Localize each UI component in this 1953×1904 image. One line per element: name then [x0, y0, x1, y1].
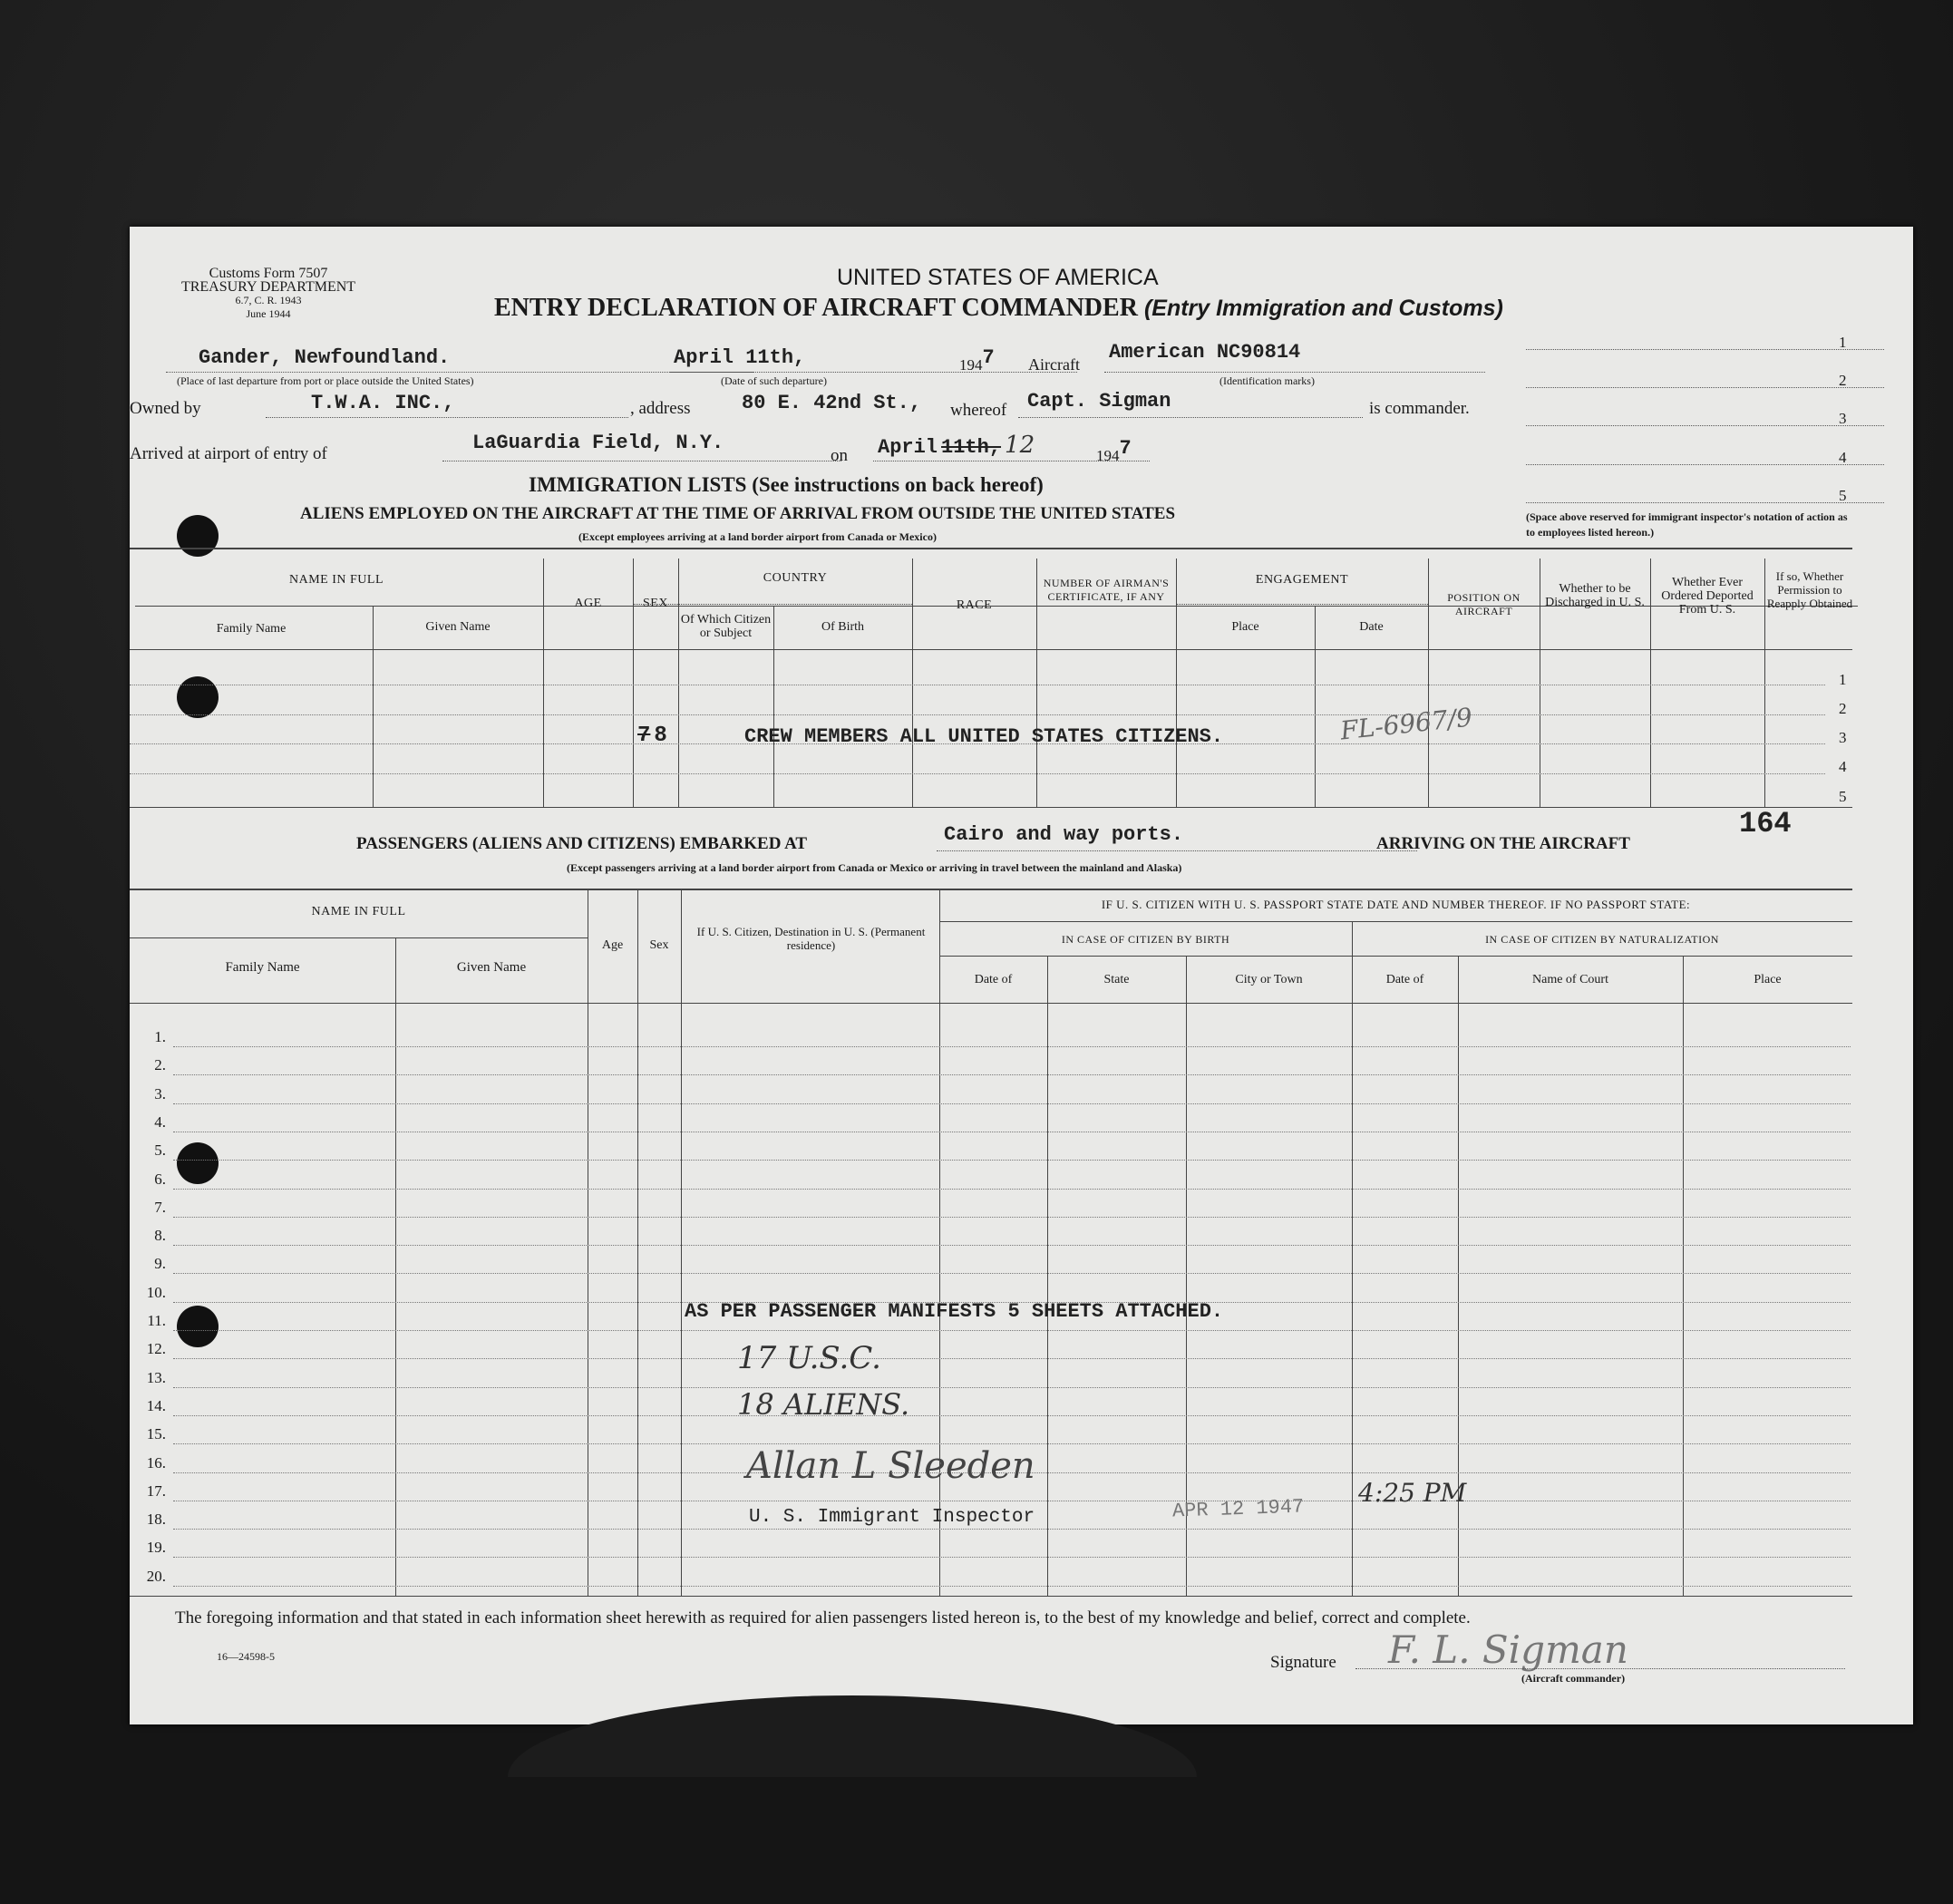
owned-by-label: Owned by [130, 399, 201, 418]
crew-col-place: Place [1231, 620, 1259, 634]
crew-col-given-name: Given Name [425, 620, 491, 634]
departure-place-caption: (Place of last departure from port or place outside the United States) [177, 374, 474, 387]
signature-label: Signature [1270, 1653, 1336, 1672]
punch-hole [177, 515, 219, 557]
crew-col-family-name: Family Name [216, 622, 287, 636]
aircraft-label: Aircraft [1028, 355, 1080, 374]
passenger-row-number: 17. [146, 1482, 166, 1500]
aircraft-id: American NC90814 [1109, 341, 1301, 364]
passenger-row-line [173, 1443, 1851, 1444]
punch-hole [177, 1142, 219, 1184]
hand-usc-count: 17 U.S.C. [737, 1340, 881, 1376]
form-id-block [155, 267, 382, 321]
crew-note-typed: CREW MEMBERS ALL UNITED STATES CITIZENS. [744, 725, 1224, 748]
pax-col-place: Place [1754, 973, 1782, 986]
passenger-row-number: 4. [154, 1113, 166, 1131]
passenger-row-number: 19. [146, 1539, 166, 1556]
passenger-row-line [173, 1245, 1851, 1246]
pax-col-passport-heading: IF U. S. CITIZEN WITH U. S. PASSPORT STATE DATE AND NUMBER THEREOF. IF NO PASSPORT STATE: [1101, 898, 1691, 911]
punch-hole [177, 676, 219, 718]
inspector-signature: Allan L Sleeden [746, 1445, 1035, 1487]
pax-col-court: Name of Court [1532, 973, 1608, 986]
departure-date-caption: (Date of such departure) [721, 374, 827, 387]
declaration-text: The foregoing information and that stated in each information sheet herewith as required for alien passengers listed hereon is, to the best of my knowledge and belief, correct and complete. [175, 1608, 1471, 1627]
crew-col-citizen-of: Of Which Citizen or Subject [680, 613, 772, 640]
crew-row-number: 4 [1839, 758, 1847, 775]
inspector-title: U. S. Immigrant Inspector [749, 1507, 1035, 1528]
commander-name: Capt. Sigman [1027, 390, 1171, 413]
pax-col-by-naturalization: IN CASE OF CITIZEN BY NATURALIZATION [1485, 933, 1719, 946]
crew-row-number: 1 [1839, 671, 1847, 688]
passenger-row-line [173, 1557, 1851, 1558]
pax-col-sex: Sex [649, 938, 669, 952]
passenger-row-line [173, 1586, 1851, 1587]
form-sheet [130, 227, 1913, 1724]
passenger-row-line [173, 1103, 1851, 1104]
passenger-row-number: 8. [154, 1227, 166, 1244]
passenger-row-number: 16. [146, 1454, 166, 1472]
passenger-row-number: 7. [154, 1199, 166, 1216]
crew-row-number: 5 [1839, 788, 1847, 805]
passenger-row-number: 3. [154, 1085, 166, 1103]
crew-col-reapply: If so, Whether Permission to Reapply Obtained [1766, 569, 1853, 610]
pax-col-state: State [1103, 973, 1130, 986]
crew-row-number: 3 [1839, 729, 1847, 746]
pax-col-name-in-full: NAME IN FULL [311, 905, 406, 918]
punch-hole [177, 1306, 219, 1347]
passenger-row-line [173, 1415, 1851, 1416]
crew-col-discharged: Whether to be Discharged in U. S. [1545, 582, 1645, 609]
form-title-line [494, 294, 1503, 323]
edition: June 1944 [246, 307, 291, 320]
reserved-line-number: 1 [1839, 334, 1847, 351]
crew-col-sex: SEX [643, 597, 668, 610]
crew-col-name-in-full: NAME IN FULL [289, 573, 384, 587]
reserved-line-number: 5 [1839, 487, 1847, 504]
passenger-row-number: 11. [147, 1312, 166, 1329]
passenger-row-line [173, 1387, 1851, 1388]
crew-count: 7 8 [637, 724, 667, 748]
pax-col-family-name: Family Name [225, 960, 300, 975]
departure-date: April 11th, [674, 346, 806, 369]
crew-col-age: AGE [574, 597, 602, 610]
reserved-line-number: 3 [1839, 410, 1847, 427]
commander-signature: F. L. Sigman [1388, 1627, 1628, 1672]
reserved-line-number: 4 [1839, 449, 1847, 466]
pax-col-city: City or Town [1235, 973, 1303, 986]
crew-col-country: COUNTRY [763, 571, 828, 585]
passenger-row-number: 18. [146, 1511, 166, 1528]
passenger-row-number: 10. [146, 1284, 166, 1301]
passenger-row-number: 13. [146, 1369, 166, 1386]
departure-place: Gander, Newfoundland. [199, 346, 451, 369]
pax-col-date-of-birth: Date of [974, 973, 1013, 986]
pax-col-date-of-nat: Date of [1385, 973, 1424, 986]
manifest-note: AS PER PASSENGER MANIFESTS 5 SHEETS ATTACHED. [685, 1300, 1224, 1323]
departure-year: 1947 [959, 346, 995, 374]
reserved-line-number: 2 [1839, 372, 1847, 389]
passenger-row-number: 2. [154, 1056, 166, 1073]
passenger-row-line [173, 1529, 1851, 1530]
arrival-year: 1947 [1096, 437, 1132, 464]
country-heading: UNITED STATES OF AMERICA [837, 265, 1159, 290]
passenger-row-line [173, 1358, 1851, 1359]
is-commander-label: is commander. [1369, 399, 1470, 418]
aircraft-caption: (Identification marks) [1219, 374, 1315, 387]
crew-col-race: RACE [956, 598, 993, 612]
passenger-row-number: 14. [146, 1397, 166, 1414]
crew-col-of-birth: Of Birth [821, 620, 865, 634]
department: TREASURY DEPARTMENT [180, 279, 356, 295]
inspection-stamp-date: APR 12 1947 [1171, 1495, 1305, 1523]
passenger-row-number: 5. [154, 1141, 166, 1159]
hand-alien-count: 18 ALIENS. [737, 1387, 910, 1422]
crew-col-position: POSITION ON AIRCRAFT [1447, 591, 1521, 617]
pax-col-destination: If U. S. Citizen, Destination in U. S. (Permanent residence) [696, 925, 926, 952]
passenger-row-line [173, 1217, 1851, 1218]
passenger-heading-prefix: PASSENGERS (ALIENS AND CITIZENS) EMBARKED AT [356, 834, 808, 853]
crew-col-engagement: ENGAGEMENT [1255, 573, 1349, 587]
passenger-row-line [173, 1046, 1851, 1047]
crew-note: (Except employees arriving at a land border airport from Canada or Mexico) [578, 530, 937, 543]
passenger-row-number: 15. [146, 1425, 166, 1443]
crew-hand-note: FL-6967/9 [1338, 702, 1474, 746]
immigration-lists-heading: IMMIGRATION LISTS (See instructions on back hereof) [529, 473, 1044, 496]
print-code: 16—24598-5 [217, 1650, 275, 1663]
hand-time: 4:25 PM [1358, 1478, 1467, 1508]
form-number: Customs Form 7507 [209, 266, 328, 281]
owner: T.W.A. INC., [311, 392, 455, 414]
passenger-row-line [173, 1330, 1851, 1331]
passenger-row-line [173, 1160, 1851, 1161]
arrived-label: Arrived at airport of entry of [130, 444, 327, 463]
passenger-note: (Except passengers arriving at a land border airport from Canada or Mexico or arriving in travel between the mainland and Alaska) [567, 861, 1182, 874]
signature-caption: (Aircraft commander) [1521, 1672, 1626, 1685]
crew-row-number: 2 [1839, 700, 1847, 717]
passenger-row-line [173, 1189, 1851, 1190]
passenger-row-number: 20. [146, 1568, 166, 1585]
passenger-heading-suffix: ARRIVING ON THE AIRCRAFT [1376, 834, 1630, 853]
crew-subheading: ALIENS EMPLOYED ON THE AIRCRAFT AT THE TIME OF ARRIVAL FROM OUTSIDE THE UNITED STATES [300, 504, 1176, 523]
passenger-row-line [173, 1273, 1851, 1274]
passenger-row-number: 6. [154, 1171, 166, 1188]
form-subtitle: (Entry Immigration and Customs) [1143, 296, 1503, 321]
arrival-airport: LaGuardia Field, N.Y. [472, 432, 724, 454]
embarked-at: Cairo and way ports. [944, 823, 1184, 846]
passenger-row-number: 9. [154, 1255, 166, 1272]
pax-col-age: Age [601, 938, 624, 952]
arrival-date: April 11th, 12 [878, 432, 1035, 459]
crew-col-deported: Whether Ever Ordered Deported From U. S. [1661, 576, 1754, 617]
stamp-number: 164 [1739, 807, 1792, 840]
address-label: , address [630, 399, 691, 418]
crew-col-certificate: NUMBER OF AIRMAN'S CERTIFICATE, IF ANY [1043, 577, 1170, 603]
crew-col-date: Date [1359, 620, 1384, 634]
on-label: on [831, 446, 848, 465]
whereof-label: whereof [950, 401, 1007, 420]
address: 80 E. 42nd St., [742, 392, 922, 414]
form-title: ENTRY DECLARATION OF AIRCRAFT COMMANDER [494, 294, 1138, 322]
passenger-row-number: 1. [154, 1028, 166, 1045]
passenger-row-number: 12. [146, 1340, 166, 1357]
pax-col-given-name: Given Name [456, 960, 527, 975]
passenger-row-line [173, 1074, 1851, 1075]
regulation: 6.7, C. R. 1943 [235, 294, 302, 306]
reserved-caption: (Space above reserved for immigrant inspector's notation of action as to employees listed hereon.) [1526, 510, 1848, 539]
pax-col-by-birth: IN CASE OF CITIZEN BY BIRTH [1061, 933, 1230, 946]
